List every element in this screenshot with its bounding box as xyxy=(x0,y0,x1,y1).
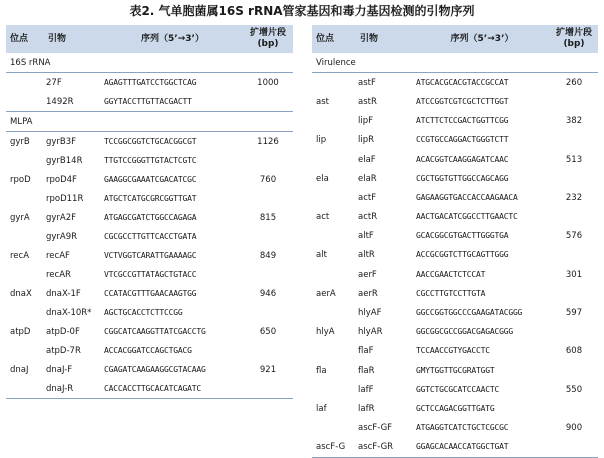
size-cell: 1126 xyxy=(257,136,279,147)
header-size-line2: (bp) xyxy=(257,39,279,49)
locus-cell xyxy=(312,73,354,93)
table-row xyxy=(6,92,293,112)
header-locus: 位点 xyxy=(6,25,42,53)
sequence-cell: CACCACCTTGCACATCAGATC xyxy=(102,379,243,399)
sequence-cell: ATGCTCATGCGRCGGTTGAT xyxy=(104,193,197,203)
size-cell xyxy=(243,92,293,112)
size-cell xyxy=(550,323,598,342)
left-primer-table xyxy=(6,25,293,399)
primer-cell: 27F xyxy=(46,77,62,88)
table-row xyxy=(6,341,293,360)
right-primer-table xyxy=(312,25,598,458)
size-cell xyxy=(550,131,598,150)
size-cell: 260 xyxy=(565,77,583,88)
size-cell: 946 xyxy=(259,288,277,299)
table-row xyxy=(6,360,293,379)
header-size xyxy=(243,25,293,53)
section-label-mlpa: MLPA xyxy=(6,112,293,132)
size-cell xyxy=(243,379,293,399)
sequence-cell: CGAGATCAAGAAGGCGTACAAG xyxy=(104,364,206,374)
locus-cell: gyrB xyxy=(10,136,30,147)
size-cell xyxy=(243,227,293,246)
primer-cell: lafR xyxy=(358,403,375,414)
locus-cell: ascF-G xyxy=(312,438,354,458)
size-cell: 921 xyxy=(259,364,277,375)
size-cell: 382 xyxy=(565,116,583,127)
header-sequence: 序列（5’→3’） xyxy=(102,25,243,53)
size-cell xyxy=(550,208,598,227)
primer-cell: recAR xyxy=(46,269,71,280)
size-cell: 301 xyxy=(565,269,583,280)
locus-cell xyxy=(6,73,42,93)
left-table-panel xyxy=(6,25,293,399)
table-row xyxy=(6,208,293,227)
primer-cell: altR xyxy=(358,250,375,261)
primer-cell: hlyAF xyxy=(358,308,382,319)
table-row xyxy=(312,419,598,438)
sequence-cell: GGCCGGTGGCCCGAAGATACGGG xyxy=(416,308,523,318)
table-row xyxy=(312,92,598,111)
header-size xyxy=(550,25,598,53)
locus-cell: hlyA xyxy=(316,327,335,338)
primer-cell: actF xyxy=(358,192,377,203)
sequence-cell: TTGTCCGGGTTGTACTCGTC xyxy=(104,155,197,165)
sequence-cell: TCCGGCGGTCTGCACGGCGT xyxy=(104,136,197,146)
sequence-cell: ACACGGTCAAGGAGATCAAC xyxy=(416,154,509,164)
primer-cell: atpD-0F xyxy=(46,326,80,337)
table-row xyxy=(312,342,598,361)
primer-cell: dnaX-10R* xyxy=(46,307,92,318)
left-header-row xyxy=(6,25,293,53)
size-cell xyxy=(243,151,293,170)
size-cell xyxy=(550,438,598,458)
size-cell xyxy=(243,189,293,208)
table-row xyxy=(312,150,598,169)
table-row xyxy=(312,303,598,322)
table-row xyxy=(312,380,598,399)
locus-cell xyxy=(312,150,354,169)
locus-cell xyxy=(312,112,354,131)
table-row xyxy=(6,132,293,152)
locus-cell: ast xyxy=(316,96,329,107)
locus-cell xyxy=(6,265,42,284)
locus-cell xyxy=(312,342,354,361)
table-row xyxy=(6,170,293,189)
primer-cell: flaR xyxy=(358,365,375,376)
sequence-cell: ATGAGCGATCTGGCCAGAGA xyxy=(104,212,197,222)
primer-cell: aerR xyxy=(358,288,378,299)
primer-cell: atpD-7R xyxy=(46,345,81,356)
section-row-mlpa xyxy=(6,112,293,132)
header-primer: 引物 xyxy=(354,25,414,53)
size-cell xyxy=(243,303,293,322)
sequence-cell: VCTVGGTCARATTGAAAAGC xyxy=(104,250,197,260)
header-sequence: 序列（5’→3’） xyxy=(414,25,550,53)
primer-cell: astF xyxy=(358,77,376,88)
size-cell: 550 xyxy=(565,384,583,395)
table-row xyxy=(6,303,293,322)
table-row xyxy=(312,208,598,227)
table-row xyxy=(312,438,598,458)
locus-cell: aerA xyxy=(316,288,336,299)
table-row xyxy=(312,284,598,303)
locus-cell: atpD xyxy=(10,326,31,337)
header-locus: 位点 xyxy=(312,25,354,53)
size-cell: 1000 xyxy=(257,77,279,88)
size-cell: 513 xyxy=(565,154,583,165)
table-row xyxy=(6,189,293,208)
table-row xyxy=(312,265,598,284)
sequence-cell: AGCTGCACCTCTTCCGG xyxy=(104,307,183,317)
locus-cell: ela xyxy=(316,173,329,184)
locus-cell xyxy=(312,265,354,284)
sequence-cell: CGCGCCTTGTTCACCTGATA xyxy=(104,231,197,241)
locus-cell: lip xyxy=(316,135,327,146)
primer-cell: altF xyxy=(358,231,374,242)
size-cell xyxy=(550,399,598,418)
sequence-cell: GCTCCAGACGGTTGATG xyxy=(416,403,495,413)
sequence-cell: GCACGGCGTGACTTGGGTGA xyxy=(416,231,509,241)
primer-cell: hlyAR xyxy=(358,327,383,338)
sequence-cell: GGTCTGCGCATCCAACTC xyxy=(416,384,500,394)
size-cell: 900 xyxy=(565,423,583,434)
sequence-cell: ATCCGGTCGTCGCTCTTGGT xyxy=(416,96,509,106)
locus-cell: act xyxy=(316,212,330,223)
locus-cell xyxy=(6,303,42,322)
table-row xyxy=(312,112,598,131)
table-row xyxy=(312,399,598,418)
header-size-line1: 扩增片段 xyxy=(249,28,286,38)
primer-cell: astR xyxy=(358,96,377,107)
sequence-cell: TCCAACCGTYGACCTC xyxy=(416,346,490,356)
table-row xyxy=(312,246,598,265)
size-cell: 576 xyxy=(565,231,583,242)
primer-cell: lafF xyxy=(358,384,374,395)
locus-cell xyxy=(312,188,354,207)
sequence-cell: ATGCACGCACGTACCGCCAT xyxy=(416,77,509,87)
table-row xyxy=(6,284,293,303)
primer-cell: rpoD11R xyxy=(46,193,84,204)
locus-cell xyxy=(312,227,354,246)
sequence-cell: CGGCATCAAGGTTATCGACCTG xyxy=(104,326,206,336)
size-cell xyxy=(550,246,598,265)
locus-cell xyxy=(6,189,42,208)
table-row xyxy=(6,227,293,246)
table-row xyxy=(312,227,598,246)
section-row-virulence xyxy=(312,53,598,73)
table-row xyxy=(312,323,598,342)
primer-cell: actR xyxy=(358,212,378,223)
primer-cell: rpoD4F xyxy=(46,174,77,185)
sequence-cell: VTCGCCGTTATAGCTGTACC xyxy=(104,269,197,279)
table-row xyxy=(6,379,293,399)
size-cell: 650 xyxy=(259,326,277,337)
section-label-16s: 16S rRNA xyxy=(6,53,293,73)
sequence-cell: GAGAAGGTGACCACCAAGAACA xyxy=(416,192,518,202)
locus-cell xyxy=(312,419,354,438)
primer-cell: elaF xyxy=(358,154,376,165)
locus-cell xyxy=(6,341,42,360)
table-row xyxy=(312,73,598,93)
table-row xyxy=(312,131,598,150)
size-cell xyxy=(550,92,598,111)
sequence-cell: ACCACGGATCCAGCTGACG xyxy=(104,345,192,355)
sequence-cell: AGAGTTTGATCCTGGCTCAG xyxy=(104,77,197,87)
primer-cell: elaR xyxy=(358,173,377,184)
section-row-16s xyxy=(6,53,293,73)
size-cell: 597 xyxy=(565,308,583,319)
size-cell xyxy=(550,361,598,380)
locus-cell: alt xyxy=(316,250,327,261)
primer-cell: ascF-GF xyxy=(358,423,393,434)
primer-cell: dnaJ-F xyxy=(46,364,73,375)
size-cell xyxy=(243,265,293,284)
sequence-cell: GGAGCACAACCATGGCTGAT xyxy=(414,438,550,458)
locus-cell: rpoD xyxy=(10,174,31,185)
primer-cell: flaF xyxy=(358,346,374,357)
table-row xyxy=(6,322,293,341)
right-header-row xyxy=(312,25,598,53)
locus-cell xyxy=(312,380,354,399)
sequence-cell: ATGAGGTCATCTGCTCGCGC xyxy=(416,423,509,433)
header-primer: 引物 xyxy=(42,25,102,53)
sequence-cell: CCATACGTTTGAACAAGTGG xyxy=(104,288,197,298)
size-cell: 849 xyxy=(259,250,277,261)
primer-cell: dnaJ-R xyxy=(42,379,102,399)
size-cell: 815 xyxy=(259,212,277,223)
locus-cell xyxy=(6,379,42,399)
right-table-panel xyxy=(312,25,598,458)
size-cell: 232 xyxy=(565,192,583,203)
size-cell xyxy=(243,341,293,360)
locus-cell: dnaJ xyxy=(10,364,29,375)
primer-cell: lipF xyxy=(358,116,374,127)
primer-cell: gyrB3F xyxy=(46,136,77,147)
locus-cell: gyrA xyxy=(10,212,30,223)
table-title: 表2. 气单胞菌属16S rRNA管家基因和毒力基因检测的引物序列 xyxy=(129,4,475,18)
primer-cell: aerF xyxy=(358,269,377,280)
sequence-cell: CCGTGCCAGGACTGGGTCTT xyxy=(416,135,509,145)
sequence-cell: AACCGAACTCTCCAT xyxy=(416,269,486,279)
locus-cell: laf xyxy=(316,403,327,414)
primer-cell: gyrA2F xyxy=(46,212,77,223)
primer-cell: dnaX-1F xyxy=(46,288,81,299)
locus-cell: recA xyxy=(10,250,30,261)
sequence-cell: GGYTACCTTGTTACGACTT xyxy=(104,96,192,106)
sequence-cell: AACTGACATCGGCCTTGAACTC xyxy=(416,212,518,222)
table-row xyxy=(312,188,598,207)
primer-cell: ascF-GR xyxy=(354,438,414,458)
sequence-cell: GGCGGCGCCGGACGAGACGGG xyxy=(416,327,513,337)
locus-cell xyxy=(312,303,354,322)
locus-cell xyxy=(6,227,42,246)
locus-cell xyxy=(6,92,42,112)
table-row xyxy=(6,151,293,170)
table-row xyxy=(6,73,293,93)
primer-cell: recAF xyxy=(46,250,70,261)
primer-cell: lipR xyxy=(358,135,375,146)
primer-cell: gyrB14R xyxy=(46,155,83,166)
section-label-virulence: Virulence xyxy=(312,53,598,73)
sequence-cell: ATCTTCTCCGACTGGTTCGG xyxy=(416,116,509,126)
primer-cell: 1492R xyxy=(46,96,74,107)
locus-cell: dnaX xyxy=(10,288,32,299)
size-cell xyxy=(550,284,598,303)
sequence-cell: ACCGCGGTCTTGCAGTTGGG xyxy=(416,250,509,260)
size-cell xyxy=(550,169,598,188)
table-row xyxy=(6,246,293,265)
sequence-cell: GAAGGCGAAATCGACATCGC xyxy=(104,174,197,184)
table-row xyxy=(312,361,598,380)
header-size-line1: 扩增片段 xyxy=(555,28,592,38)
sequence-cell: CGCTGGTGTTGGCCAGCAGG xyxy=(416,173,509,183)
size-cell: 608 xyxy=(565,346,583,357)
locus-cell: fla xyxy=(316,365,327,376)
locus-cell xyxy=(6,151,42,170)
table-row xyxy=(6,265,293,284)
sequence-cell: CGCCTTGTCCTTGTA xyxy=(416,288,486,298)
sequence-cell: GMYTGGTTGCGRATGGT xyxy=(416,365,495,375)
header-size-line2: (bp) xyxy=(563,39,585,49)
size-cell: 760 xyxy=(259,174,277,185)
primer-cell: gyrA9R xyxy=(46,231,78,242)
table-row xyxy=(312,169,598,188)
